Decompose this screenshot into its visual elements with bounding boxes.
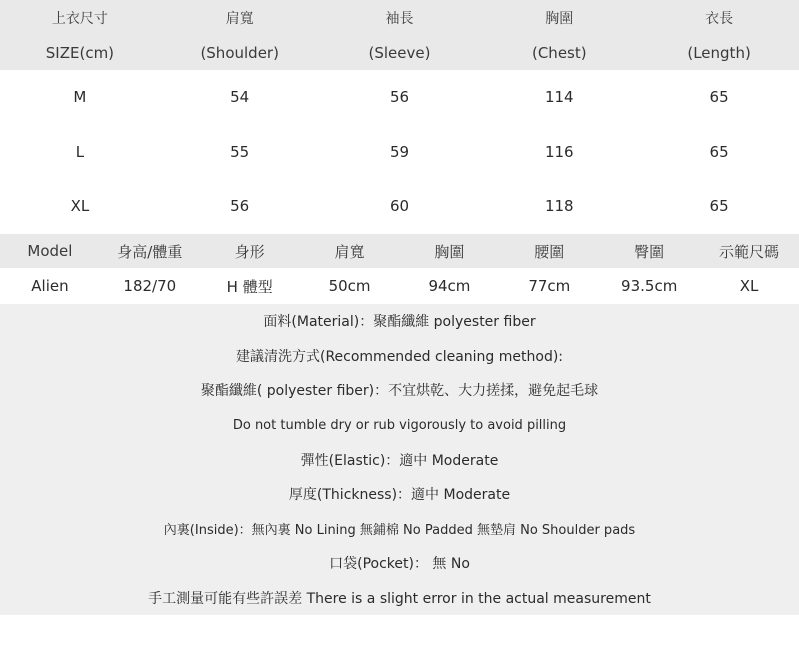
length-value: 65 <box>709 142 729 161</box>
model-table-header <box>0 234 799 268</box>
header-body-type: 身形 <box>234 242 265 261</box>
pocket-line: 口袋(Pocket)： 無 No <box>329 556 470 573</box>
model-chest: 94cm <box>428 277 471 295</box>
cleaning-en: Do not tumble dry or rub vigorously to avoid pilling <box>232 417 567 433</box>
shoulder-value: 56 <box>230 197 250 216</box>
material-line: 面料(Material)：聚酯纖維 polyester fiber <box>263 314 536 331</box>
table-row <box>0 179 799 234</box>
header-size-en: SIZE(cm) <box>45 43 115 62</box>
table-row <box>0 125 799 180</box>
model-size-worn: XL <box>739 277 759 295</box>
header-size-zh: 上衣尺寸 <box>51 10 108 27</box>
inside-line: 內裏(Inside)：無內裏 No Lining 無鋪棉 No Padded 無墊肩 No Shoulder pads <box>163 523 636 539</box>
length-value: 65 <box>709 88 729 107</box>
model-waist: 77cm <box>528 277 571 295</box>
header-chest-zh: 胸圍 <box>545 10 574 27</box>
elastic-line: 彈性(Elastic)：適中 Moderate <box>300 452 499 469</box>
header-shoulder-zh: 肩寬 <box>225 10 254 27</box>
size-header-row-zh <box>0 0 799 35</box>
sleeve-value: 56 <box>389 88 410 107</box>
header-length-en: (Length) <box>687 43 751 62</box>
header-model: Model <box>27 242 73 260</box>
thickness-line: 厚度(Thickness)：適中 Moderate <box>288 487 511 504</box>
size-table-body <box>0 70 799 234</box>
model-height-weight: 182/70 <box>123 277 177 295</box>
size-label: M <box>73 88 87 107</box>
model-hip: 93.5cm <box>621 277 678 295</box>
shoulder-value: 54 <box>230 88 250 107</box>
header-length-zh: 衣長 <box>705 10 734 27</box>
table-row <box>0 70 799 125</box>
product-info <box>0 304 799 615</box>
measurement-note: 手工測量可能有些許誤差 There is a slight error in the actual measurement <box>148 591 651 608</box>
chest-value: 114 <box>544 88 574 107</box>
header-shoulder-en: (Shoulder) <box>200 43 279 62</box>
size-label: XL <box>70 197 90 216</box>
sleeve-value: 60 <box>389 197 410 216</box>
model-shoulder: 50cm <box>328 277 371 295</box>
chest-value: 116 <box>544 142 574 161</box>
sleeve-value: 59 <box>389 142 410 161</box>
cleaning-title: 建議清洗方式(Recommended cleaning method): <box>235 348 564 365</box>
header-sleeve-en: (Sleeve) <box>368 43 431 62</box>
header-height-weight: 身高/體重 <box>117 242 183 261</box>
chest-value: 118 <box>544 197 574 216</box>
table-row <box>0 268 799 304</box>
header-hip: 臀圍 <box>634 242 665 261</box>
header-chest-en: (Chest) <box>531 43 587 62</box>
model-body-type: H 體型 <box>226 277 273 296</box>
header-chest: 胸圍 <box>434 242 465 261</box>
size-header-row-en <box>0 35 799 70</box>
header-waist: 腰圍 <box>534 242 565 261</box>
size-label: L <box>75 142 85 161</box>
cleaning-zh: 聚酯纖維( polyester fiber)：不宜烘乾、大力搓揉，避免起毛球 <box>200 383 599 400</box>
header-sleeve-zh: 袖長 <box>385 10 414 27</box>
model-name: Alien <box>31 277 69 295</box>
header-shoulder: 肩寬 <box>334 242 365 261</box>
size-table-header <box>0 0 799 70</box>
shoulder-value: 55 <box>230 142 250 161</box>
length-value: 65 <box>709 197 729 216</box>
header-size-worn: 示範尺碼 <box>719 242 780 261</box>
